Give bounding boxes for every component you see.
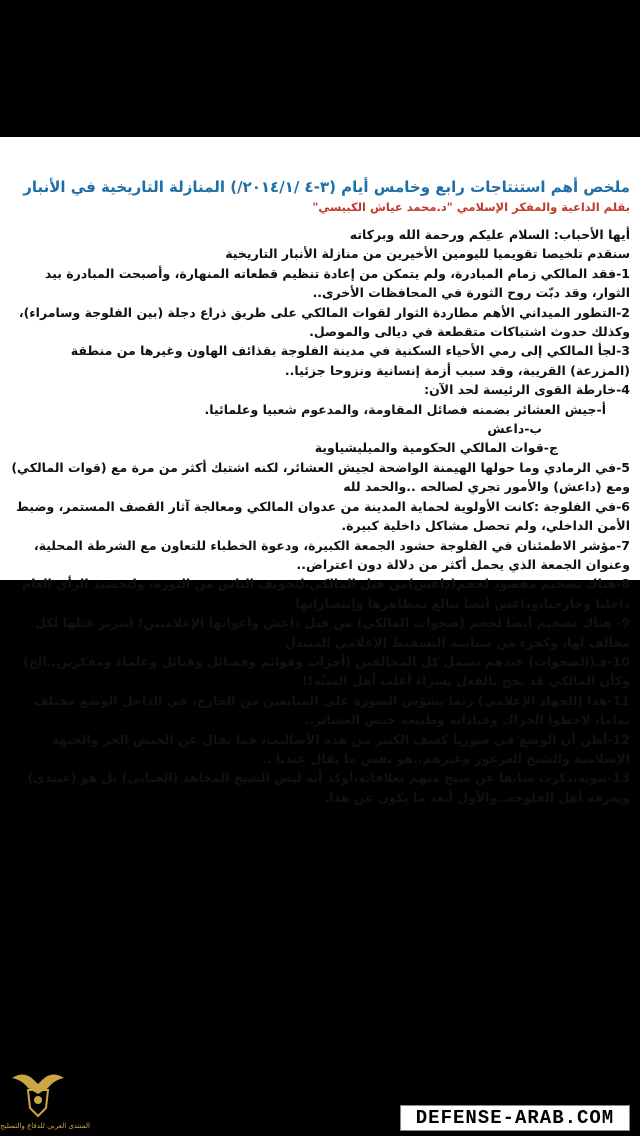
point-11: 11-هذا (الجهاد الإعلامي) ربما يشوّش الصورة على المتابعين من الخارج، في الداخل الوضع مختلف تماما، لاحظوا الحراك وقياداته وطبيعة جيش العشائر..	[33, 692, 630, 728]
point-5: 5-في الرمادي وما حولها الهيمنة الواضحة لجيش العشائر، لكنه اشتبك أكثر من مرة مع (قوات المالكي) ومع (داعش) والأمور تجري لصالحه ..والحمد لله	[11, 459, 630, 495]
point-13: 13-تنويه،ذكرت سابقا عن شيخ متهم بعلاقاته،أوكد أنه ليس الشيخ المجاهد (الجنابي) بل هو (عبيدي) ويعرفه أهل الفلوجة..والأول أبعد ما يكون عن هذا.	[27, 770, 630, 805]
point-4: 4-خارطة القوى الرئيسة لحد الآن:	[424, 382, 630, 398]
greeting-line: أيها الأحباب: السلام عليكم ورحمة الله وبركاته	[349, 227, 630, 242]
document-byline: بقلم الداعية والمفكر الإسلامي "د.محمد عياش الكبيسي"	[312, 200, 630, 214]
document-headline: ملخص أهم استنتاجات رابع وخامس أيام (٣-٤ /٢٠١٤/١/) المنازلة التاريخية في الأنبار	[23, 178, 630, 196]
point-7: 7-مؤشر الاطمئنان في الفلوجة حشود الجمعة الكبيرة، ودعوة الخطباء للتعاون مع الشرطة المحلية، وعنوان الجمعة الذي يحمل أكثر من دلالة دون اعتراض..	[33, 537, 630, 572]
site-watermark: DEFENSE-ARAB.COM	[400, 1105, 630, 1131]
point-2: 2-التطور الميداني الأهم مطاردة الثوار لقوات المالكي على طريق ذراع دجلة (بين الفلوجة وسامراء)، وكذلك حدوث اشتباكات متقطعة في ديالى والموصل.	[18, 304, 630, 340]
point-8: 8-هناك تضخيم مقصود لحجم(داعش)من قبل المالكي،لتخويف الناس من الثورة، ولتحشيد الرأي العام داخليا وخارجيا،وداعش أيضا تبالغ بمظاهرها وإنتصاراتها	[21, 576, 630, 611]
intro-line: سنقدم تلخيصا تقويميا لليومين الأخيرين من منازلة الأنبار التاريخية	[225, 246, 630, 262]
point-12: 12-أظن أن الوضع في سوريا كشف الكثير من هذه الأساليب، فما يقال عن الجيش الحر والجبهة الإسلامية والشيخ العرعور وغيرهم..هو نفس ما يقال عندنا ..	[51, 731, 630, 766]
document-body	[10, 225, 630, 807]
point-9: 9- هناك تضخيم أيضا لحجم (صحوات المالكي) من قبل داعش وأعوانها الإعلاميين! لتبرير قتلها لكل مخالف لها، وكجزء من سياسة التسقيط الإعلامي المبتذل	[35, 615, 630, 650]
forum-logo-icon	[8, 1060, 68, 1130]
point-4-b: ب-داعش	[487, 421, 542, 437]
point-6: 6-في الفلوجة :كانت الأولوية لحماية المدينة من عدوان المالكي ومعالجة آثار القصف المستمر، وضبط الأمن الداخلي، ولم تحصل مشاكل داخلية كبيرة.	[15, 498, 630, 534]
document-page	[0, 137, 640, 805]
point-3: 3-لجأ المالكي إلى رمي الأحياء السكنية في مدينة الفلوجة بقذائف الهاون وغيرها من منطقة (المزرعة) القريبة، وقد سبب أزمة إنسانية ونزوحا جزئيا..	[70, 343, 630, 378]
point-10: 10-فـ(الصحوات) عندهم تشمل كل المخالفين (أحزاب وقوائم وفصائل وقبائل وعلماء ومفكرين..الخ) وكأن المالكي قد نجح بالفعل بشراء أغلب أهل السنّة!!	[23, 653, 630, 689]
point-4-c: ج-قوات المالكي الحكومية والميليشياوية	[314, 440, 558, 456]
point-4-a: أ-جيش العشائر بضمنه فصائل المقاومة، والمدعوم شعبيا وعلمائيا.	[204, 401, 606, 417]
point-1: 1-فقد المالكي زمام المبادرة، ولم يتمكن من إعادة تنظيم قطعاته المنهارة، وأصبحت المبادرة بيد الثوار، وقد دبّت روح الثورة في المحافظات الأخرى..	[44, 265, 630, 301]
forum-logo-caption: المنتدى العربي للدفاع والتسليح	[0, 1122, 90, 1130]
